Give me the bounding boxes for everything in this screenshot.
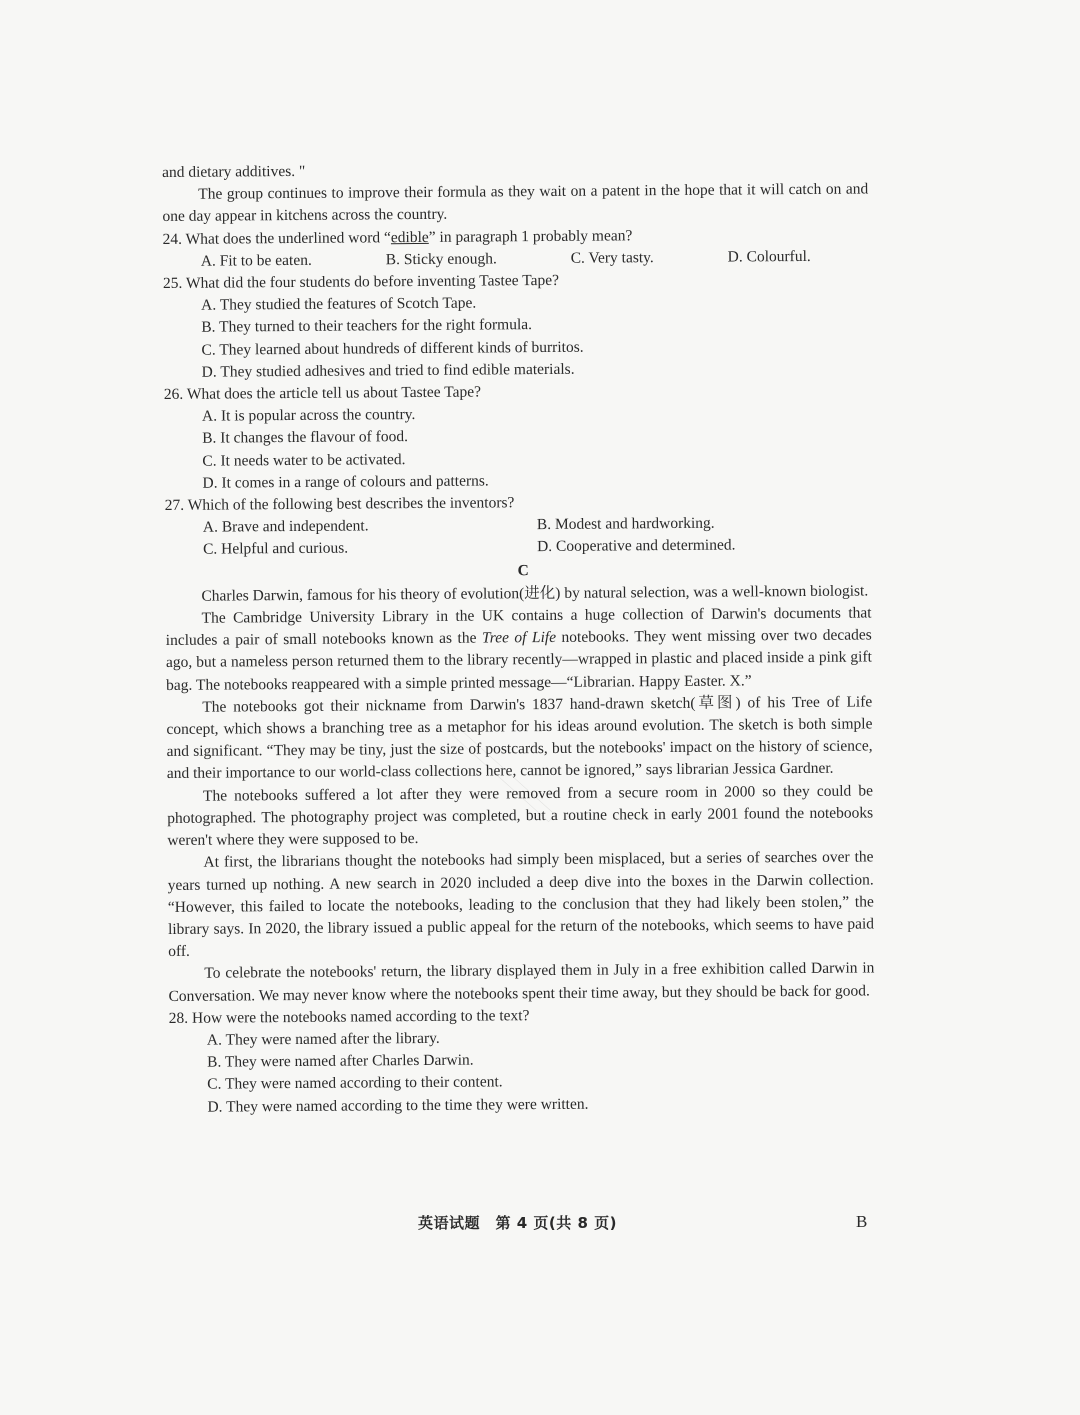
option-d[interactable]: D. It comes in a range of colours and patterns.	[202, 472, 489, 492]
passage-paragraph-2	[166, 603, 873, 697]
stem-text: 24. What does the underlined word “	[162, 228, 391, 248]
question-26	[164, 378, 871, 495]
passage-paragraph-1: Charles Darwin, famous for his theory of evolution(进化) by natural selection, was a well-known biologist.	[201, 582, 869, 605]
question-25	[163, 267, 870, 384]
option-c[interactable]: C. Helpful and curious.	[202, 540, 349, 559]
stem-text: ” in paragraph 1 probably mean?	[428, 226, 633, 246]
passage-paragraph-6: To celebrate the notebooks' return, the library displayed them in July in a free exhibition called Darwin in Conversation. We may never know where the notebooks spent their time away, but they should be back for good.	[168, 959, 875, 1005]
option-b[interactable]: B. They turned to their teachers for the right formula.	[201, 316, 533, 337]
option-a[interactable]: A. They studied the features of Scotch Tape.	[201, 294, 477, 314]
question-stem: 26. What does the article tell us about Tastee Tape?	[163, 383, 482, 404]
intro-paragraph: The group continues to improve their formula as they wait on a patent in the hope that it will catch on and one day appear in kitchens across the country.	[162, 180, 869, 226]
paper-version: B	[856, 1212, 868, 1231]
option-b[interactable]: B. Modest and hardworking.	[536, 514, 715, 534]
section-heading: C	[517, 561, 529, 579]
option-d[interactable]: D. They studied adhesives and tried to find edible materials.	[201, 360, 575, 381]
option-c[interactable]: C. It needs water to be activated.	[202, 450, 406, 470]
option-d[interactable]: D. Colourful.	[727, 247, 811, 266]
option-a[interactable]: A. Brave and independent.	[202, 517, 369, 536]
options-list	[164, 401, 871, 495]
option-b[interactable]: B. They were named after Charles Darwin.	[207, 1051, 474, 1071]
passage-paragraph-4: The notebooks suffered a lot after they were removed from a secure room in 2000 so they could be photographed. The photography project was completed, but a routine check in early 2001 found the notebooks weren't where they were supposed to be.	[167, 782, 874, 850]
question-stem: 27. Which of the following best describes the inventors?	[164, 494, 515, 515]
page-number-label: 英语试题 第 4 页(共 8 页)	[418, 1214, 617, 1232]
question-24	[163, 223, 869, 273]
option-c[interactable]: C. They learned about hundreds of different kinds of burritos.	[201, 338, 584, 359]
passage-paragraph-3: The notebooks got their nickname from Darwin's 1837 hand-drawn sketch(草图) of his Tree of Life concept, which shows a branching tree as a metaphor for his ideas around evolution. The sketch is both simple and significant. “They may be tiny, just the size of postcards, but the notebooks' impact on the history of science, and their importance to our world-class collections here, cannot be ignored,” says librarian Jessica Gardner.	[166, 693, 873, 783]
options-grid	[165, 512, 871, 562]
question-stem: 25. What did the four students do before inventing Tastee Tape?	[162, 271, 560, 293]
underlined-word: edible	[390, 228, 429, 246]
option-d[interactable]: D. Cooperative and determined.	[536, 536, 736, 556]
page-content	[162, 156, 875, 1118]
option-c[interactable]: C. Very tasty.	[570, 248, 654, 267]
question-28	[169, 1002, 876, 1119]
intro-line-fragment: and dietary additives. "	[162, 162, 306, 181]
option-b[interactable]: B. Sticky enough.	[385, 250, 497, 269]
options-list	[169, 1024, 876, 1118]
paragraph-text: The Cambridge University Library in the UK contains a huge collection of Darwin's documents that includes a pair of small notebooks known as the	[165, 604, 872, 650]
italic-title: Tree of Life	[481, 629, 557, 647]
option-a[interactable]: A. They were named after the library.	[206, 1029, 440, 1049]
option-d[interactable]: D. They were named according to the time they were written.	[207, 1095, 589, 1116]
paragraph-text: notebooks. They went missing over two decades ago, but a nameless person returned them to the library recently—wrapped in plastic and placed inside a pink gift bag. The notebooks reappeared with a simple printed message—“Librarian. Happy Easter. X.”	[165, 626, 872, 694]
option-a[interactable]: A. It is popular across the country.	[201, 406, 416, 425]
option-c[interactable]: C. They were named according to their content.	[207, 1073, 503, 1094]
question-27	[165, 489, 872, 561]
options-list	[163, 290, 870, 384]
passage-paragraph-5: At first, the librarians thought the notebooks had simply been misplaced, but a series of searches over the years turned up nothing. A new search in 2020 included a deep dive into the boxes in the Darwin collection. “However, this failed to locate the notebooks, leading to the conclusion that they had likely been stolen,” the library says. In 2020, the library issued a public appeal for the return of the notebooks, which seems to have paid off.	[167, 848, 875, 961]
option-a[interactable]: A. Fit to be eaten.	[200, 251, 312, 270]
question-stem: 28. How were the notebooks named according to the text?	[168, 1006, 530, 1027]
option-b[interactable]: B. It changes the flavour of food.	[202, 428, 408, 448]
